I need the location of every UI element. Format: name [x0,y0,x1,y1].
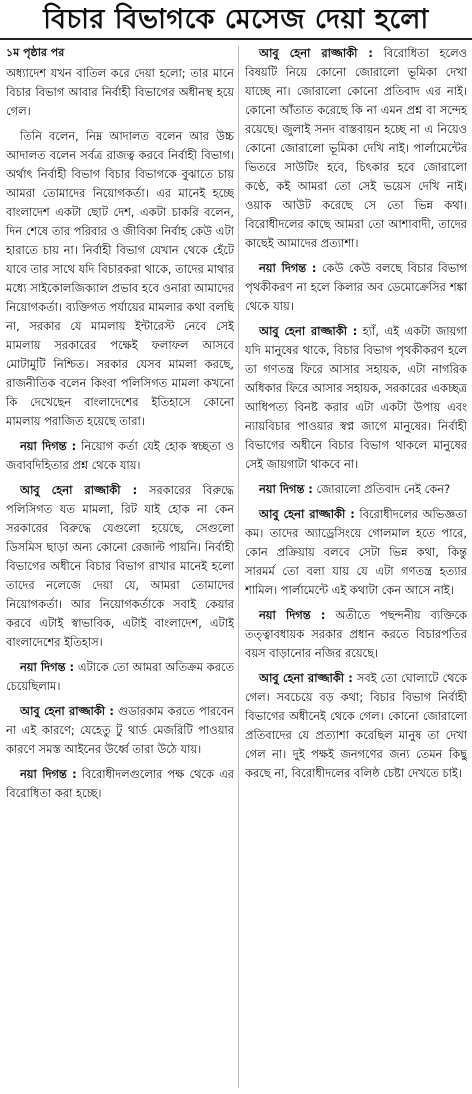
left-paragraphs [6,64,234,803]
paragraph [6,127,234,431]
paragraph [245,480,467,499]
right-column [245,44,467,1090]
paragraph [6,702,234,759]
paragraph-text: হ্যাঁ, এই একটা জায়গা যদি মানুষের থাকে, বিচার বিভাগ পৃথকীকরণ হলে তা গণতন্ত্র ফিরে আসার সহায়ক, এটা নাগরিক অধিকার ফিরে আসার সহায়ক, সরকারের একচ্ছত্র আধিপত্য বিনষ্ট করার এটা একটা উপায় এবং ন্যায়বিচার পাওয়ার স্বপ্ন জাগে মানুষের। নির্বাহী বিভাগের অধীনে বিচার বিভাগ থাকলে মানুষের সেই জায়গাটা থাকবে না। [245,324,467,471]
paragraph [6,64,234,121]
paragraph [6,658,234,696]
paragraph [245,44,467,253]
headline: বিচার বিভাগকে মেসেজ দেয়া হলো [0,0,472,40]
paragraph-text: এটাকে তো আমরা অতিক্রম করতে চেয়েছিলাম। [6,660,234,693]
paragraph-text: গুডারকাম করতে পারবেন না এই কারণে; যেহেতু টু থার্ড মেজরিটি পাওয়ার কারণে সমস্ত আইনের উর্ধ্বে তারা উঠে যায়। [6,704,234,756]
paragraph-text: অতীতে পছন্দনীয় ব্যক্তিকে তত্ত্বাবধায়ক সরকার প্রধান করতে বিচারপতির বয়স বাড়ানোর নজির রয়েছে। [245,608,467,660]
speaker-label: আবু হেনা রাজ্জাকী : [20,483,138,497]
speaker-label: নয়া দিগন্ত : [20,660,75,674]
paragraph [6,481,234,652]
paragraph-text: বিরোধীদলগুলোর পক্ষ থেকে এর বিরোধিতা করা হচ্ছে। [6,767,234,800]
paragraph [6,765,234,803]
paragraph-text: বিরোধিতা হলেও বিষয়টি নিয়ে কোনো জোরালো ভূমিকা দেখা যাচ্ছে না। জোরালো কোনো প্রতিবাদ এর নাই। কোনো আঁতাত করেছে কি না এমন প্রশ্ন বা সন্দেহ রয়েছে। জুলাই সনদ বাস্তবায়ন হচ্ছে না এ নিয়েও কোনো জোরালো ভূমিকা দেখি নাই। পার্লামেন্টের ভিতরে সাউটিং হবে, চিৎকার হবে জোরালো কণ্ঠে, কই আমরা তো সেই ভয়েস দেখি নাই। ওয়াক আউট করেছে সে তো ভিন্ন কথা। বিরোধীদলের কাছে আমরা তো আশাবাদী, তাদের কাছেই আমাদের প্রত্যাশা। [245,46,467,250]
left-column [6,44,234,1090]
speaker-label: আবু হেনা রাজ্জাকী : [259,324,358,338]
speaker-label: নয়া দিগন্ত : [20,767,77,781]
paragraph-text: নিয়োগ কর্তা যেই হোক স্বচ্ছতা ও জবাবদিহিতার প্রশ্ন থেকে যায়। [6,439,234,472]
speaker-label: আবু হেনা রাজ্জাকী : [259,507,355,521]
paragraph [6,437,234,475]
paragraph [245,322,467,474]
speaker-label: নয়া দিগন্ত : [259,261,317,275]
continuation-label: ১ম পৃষ্ঠার পর [6,46,65,59]
speaker-label: নয়া দিগন্ত : [259,608,326,622]
paragraph-text: সরকারের বিরুদ্ধে পলিসিগত যত মামলা, রিট যাই হোক না কেন সরকারের বিরুদ্ধে যেগুলো হয়েছে, সেগুলো ডিসমিস ছাড়া অন্য কোনো রেজাল্ট পায়নি। নির্বাহী বিভাগের অধীনে বিচার বিভাগ রাখার মানেই হলো তাদের নলেজে দেয়া যে, আমরা তোমাদের নিয়োগকর্তা। আর নিয়োগকর্তাকে সবাই কেয়ার করবে এটাই স্বাভাবিক, এটাই বাংলাদেশ, এটাই বাংলাদেশের ইতিহাস। [6,483,234,649]
speaker-label: আবু হেনা রাজ্জাকী : [259,46,373,60]
paragraph [245,669,467,783]
column-divider [238,46,239,1088]
paragraph-text: তিনি বলেন, নিম্ন আদালত বলেন আর উচ্চ আদালত বলেন সর্বত্র রাজত্ব করবে নির্বাহী বিভাগ। অর্থাৎ নির্বাহী বিভাগ বিচার বিভাগকে বুঝাতে চায় আমরা তোমাদের নিয়োগকর্তা। এর মানেই হচ্ছে বাংলাদেশ একটা ছোট দেশ, একটা চাকরি বলেন, দিন শেষে তার পরিবার ও জীবিকা নির্বাহ কেউ এটা হারাতে চায় না। নির্বাহী বিভাগ যেখান থেকে হেঁটে যাবে তার সাথে যদি বিচারকরা থাকে, তাদের মাথার মধ্যে সাইকোলজিক্যাল প্রভাব হবে ওনারা আমাদের নিয়োগকর্তা। ব্যক্তিগত পর্যায়ের মামলার কথা বলছি না, সরকার যে মামলায় ইন্টারেস্ট নেবে সেই মামলায় সরকারের পক্ষেই ফলাফল আসবে মোটামুটি নিশ্চিত। সরকার যেসব মামলা করছে, রাজনীতিক বলেন কিংবা পলিসিগত মামলা কখনো কি দেখেছেন বাংলাদেশের ইতিহাসে কোনো মামলায় পরাজিত হয়েছে তারা। [6,129,234,428]
right-paragraphs [245,44,467,783]
paragraph [245,259,467,316]
speaker-label: আবু হেনা রাজ্জাকী : [20,704,114,718]
paragraph [245,606,467,663]
paragraph-text: কেউ কেউ বলছে বিচার বিভাগ পৃথকীকরণ না হলে কিলার অব ডেমোক্রেসির শঙ্কা থেকে যায়। [245,261,467,313]
paragraph-text: বিরোধীদলের অভিজ্ঞতা কম। তাদের অ্যাড্রেসিংয়ে গোলমাল হতে পারে, কোন প্রক্রিয়ায় বলবে সেটা ভিন্ন কথা, কিন্তু সারমর্ম তো বলা যায় যে এটা গণতন্ত্র হত্যার শামিল। পার্লামেন্টে এই কথাটা কেন আসে নাই। [245,507,467,597]
paragraph-text: জোরালো প্রতিবাদ নেই কেন? [316,482,451,496]
paragraph-text: অধ্যাদেশ যখন বাতিল করে দেয়া হলো; তার মানে বিচার বিভাগ আবার নির্বাহী বিভাগের অধীনস্থ হয়ে গেল। [6,66,234,118]
paragraph [245,505,467,600]
speaker-label: আবু হেনা রাজ্জাকী : [259,671,353,685]
speaker-label: নয়া দিগন্ত : [20,439,77,453]
speaker-label: নয়া দিগন্ত : [259,482,313,496]
paragraph-text: সবই তো ঘোলাটে থেকে গেল। সবচেয়ে বড় কথা; বিচার বিভাগ নির্বাহী বিভাগের অধীনেই থেকে গেল। কোনো জোরালো প্রতিবাদের যে প্রত্যাশা করেছিল মানুষ তা দেখা গেল না। দুই পক্ষই জনগণের জন্য তেমন কিছু করছে না, বিরোধীদলের বলিষ্ঠ চেষ্টা দেখতে চাই। [245,671,467,780]
